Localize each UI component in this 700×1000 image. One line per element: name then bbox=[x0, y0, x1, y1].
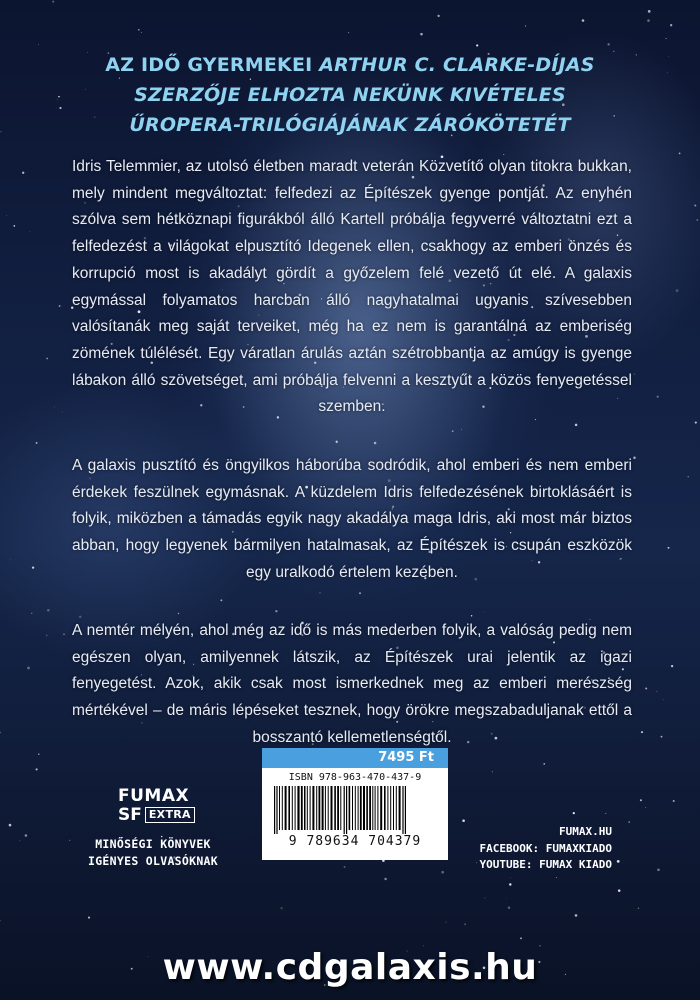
star bbox=[461, 429, 462, 430]
barcode-bar bbox=[316, 786, 317, 830]
star bbox=[575, 424, 578, 427]
star bbox=[638, 908, 639, 909]
star bbox=[36, 768, 38, 770]
barcode-bar bbox=[358, 786, 359, 830]
star bbox=[645, 807, 646, 808]
star bbox=[670, 24, 672, 26]
star bbox=[63, 633, 64, 634]
barcode-bar bbox=[340, 786, 341, 830]
star bbox=[38, 754, 39, 755]
barcode-bar bbox=[344, 786, 345, 834]
star bbox=[88, 917, 90, 919]
headline-award-text: ARTHUR C. CLARKE-DÍJAS bbox=[319, 54, 595, 76]
star bbox=[437, 15, 439, 17]
star bbox=[27, 667, 30, 670]
star bbox=[668, 547, 670, 549]
star bbox=[0, 732, 1, 733]
star bbox=[575, 914, 578, 917]
star bbox=[36, 442, 38, 444]
star bbox=[344, 866, 346, 868]
blurb-paragraph-3: A nemtér mélyén, ahol még az idő is más mederben folyik, a valóság pedig nem egészen olyan, amilyennek látszik, az Építészek urai jelentik az igazi fenyegetést. Azok, akik csak most ismerkednek meg az emberi merészség mértékével – de máris lépéseket tesznek, hogy örökre megszabaduljanak ettől a bosszantó kellemetlenségtől. bbox=[72, 622, 632, 746]
barcode-bar bbox=[402, 786, 403, 834]
star bbox=[138, 29, 140, 31]
barcode-bar bbox=[276, 786, 277, 834]
barcode-bar bbox=[352, 786, 353, 830]
star bbox=[618, 889, 621, 892]
star bbox=[0, 920, 1, 921]
publisher-logo bbox=[118, 786, 191, 825]
star bbox=[656, 691, 657, 692]
star bbox=[384, 878, 386, 880]
star bbox=[336, 441, 338, 443]
star bbox=[19, 840, 20, 841]
star bbox=[69, 840, 70, 841]
barcode-bar bbox=[360, 786, 362, 830]
barcode-panel bbox=[262, 768, 448, 860]
star bbox=[679, 153, 681, 155]
barcode-bar bbox=[372, 786, 373, 830]
barcode-bar bbox=[380, 786, 382, 830]
star bbox=[492, 771, 493, 772]
star bbox=[657, 868, 660, 871]
barcode-bar bbox=[349, 786, 351, 830]
barcode-bar bbox=[304, 786, 306, 830]
star bbox=[673, 800, 675, 802]
star bbox=[676, 289, 679, 292]
star bbox=[441, 871, 444, 874]
star bbox=[348, 32, 349, 33]
barcode-bar bbox=[396, 786, 397, 830]
star bbox=[25, 834, 28, 837]
star bbox=[46, 635, 48, 637]
barcode-bar bbox=[285, 786, 287, 830]
barcode-bar bbox=[322, 786, 324, 830]
star bbox=[462, 819, 465, 822]
blurb-paragraph-1: Idris Telemmier, az utolsó életben maradt veterán Közvetítő olyan titokra bukkan, mely mindent megváltoztat: felfedezi az Építészek gyenge pontját. Az enyhén szólva sem hétköznapi figurákból álló Kartell próbálja fegyverré változtatni ezt a felfedezést a világokat elpusztító Idegenek ellen, csakhogy az emberi önzés és korrupció most is akadályt gördít a győzelem felé vezető út elé. A galaxis egymással folyamatos harcban álló nagyhatalmai ugyanis szívesebben valósítanák meg saját terveiket, még ha ez nem is garantálná az emberiség zömének túlélését. Egy váratlan árulás aztán szétrobbantja az amúgy is gyenge lábakon álló szövetséget, ami próbálja felvenni a kesztyűt a közös fenyegetéssel szemben. bbox=[72, 158, 632, 416]
star bbox=[280, 907, 282, 909]
star bbox=[374, 442, 377, 445]
logo-extra-badge: EXTRA bbox=[145, 807, 195, 823]
star bbox=[178, 613, 179, 614]
star bbox=[667, 72, 668, 73]
star bbox=[634, 373, 635, 374]
barcode-bar bbox=[307, 786, 308, 830]
blurb-paragraph-2: A galaxis pusztító és öngyilkos háborúba sodródik, ahol emberi és nem emberi érdekek feszülnek egymásnak. A küzdelem Idris felfedezésének birtoklásáért is folyik, miközben a támadás egyik nagy akadálya maga Idris, aki most már biztos abban, hogy legyenek bármilyen hatalmasak, az Építészek is csupán eszközök egy uralkodó értelem kezében. bbox=[72, 457, 632, 581]
barcode-bar bbox=[337, 786, 339, 830]
barcode-bar bbox=[363, 786, 365, 830]
star bbox=[509, 883, 511, 885]
barcode-bar bbox=[288, 786, 290, 830]
star bbox=[484, 612, 485, 613]
star bbox=[663, 699, 664, 700]
star bbox=[22, 172, 24, 174]
star bbox=[573, 812, 575, 814]
star bbox=[648, 10, 651, 13]
star bbox=[420, 33, 423, 36]
tagline-line-1: MINŐSÉGI KÖNYVEK bbox=[95, 837, 211, 851]
barcode-bar bbox=[346, 786, 347, 834]
isbn-label: ISBN 978-963-470-437-9 bbox=[288, 772, 422, 783]
star bbox=[452, 430, 454, 432]
star bbox=[661, 736, 663, 738]
headline-series-title: AZ IDŐ GYERMEKEI bbox=[105, 54, 320, 76]
barcode-bar bbox=[390, 786, 391, 830]
barcode-bar bbox=[366, 786, 368, 830]
barcode-bar bbox=[297, 786, 299, 830]
barcode-bar bbox=[384, 786, 386, 830]
price-label: 7495 Ft bbox=[262, 748, 448, 768]
star bbox=[46, 358, 48, 360]
star bbox=[9, 824, 12, 827]
star bbox=[688, 476, 689, 477]
publisher-tagline bbox=[86, 836, 220, 870]
star bbox=[647, 19, 650, 22]
barcode-bar bbox=[334, 786, 336, 830]
star bbox=[582, 19, 585, 22]
star bbox=[59, 305, 61, 307]
barcode-bar bbox=[393, 786, 394, 830]
star bbox=[464, 923, 466, 925]
barcode-icon bbox=[272, 786, 438, 834]
barcode-bar bbox=[355, 786, 356, 830]
star bbox=[446, 922, 447, 923]
star bbox=[671, 665, 673, 667]
star bbox=[640, 799, 642, 801]
star bbox=[666, 38, 667, 39]
star bbox=[508, 907, 510, 909]
star bbox=[52, 1, 54, 3]
contact-facebook: FACEBOOK: FUMAXKIADO bbox=[479, 841, 612, 855]
barcode-bar bbox=[295, 786, 296, 830]
star bbox=[696, 219, 698, 221]
barcode-bar bbox=[369, 786, 371, 830]
star bbox=[38, 44, 39, 45]
star bbox=[6, 215, 7, 216]
star bbox=[47, 609, 50, 612]
star bbox=[485, 897, 486, 898]
star bbox=[556, 877, 557, 878]
headline-line-1 bbox=[40, 50, 660, 80]
star bbox=[641, 731, 643, 733]
star bbox=[525, 25, 526, 26]
barcode-bar bbox=[292, 786, 293, 830]
barcode-bar bbox=[325, 786, 326, 830]
logo-fumax-text: FUMAX bbox=[118, 786, 190, 806]
headline-line-2: SZERZŐJE ELHOZTA NEKÜNK KIVÉTELES bbox=[134, 84, 566, 106]
star bbox=[617, 860, 620, 863]
barcode-bar bbox=[282, 786, 283, 830]
barcode-bar bbox=[279, 786, 280, 830]
star bbox=[359, 592, 361, 594]
barcode-bar bbox=[405, 786, 406, 834]
star bbox=[668, 56, 669, 57]
star bbox=[141, 32, 142, 33]
star bbox=[471, 615, 473, 617]
barcode-bar bbox=[399, 786, 401, 830]
barcode-bar bbox=[377, 786, 378, 830]
star bbox=[510, 878, 511, 879]
star bbox=[543, 763, 545, 765]
contact-youtube: YOUTUBE: FUMAX KIADO bbox=[479, 858, 612, 871]
barcode-bar bbox=[310, 786, 311, 830]
star bbox=[607, 43, 609, 45]
star bbox=[476, 44, 478, 46]
star bbox=[31, 613, 32, 614]
star bbox=[32, 566, 34, 568]
star bbox=[695, 422, 697, 424]
barcode-bar bbox=[331, 786, 333, 830]
contact-website: FUMAX.HU bbox=[559, 825, 612, 838]
tagline-line-2: IGÉNYES OLVASÓKNAK bbox=[87, 854, 219, 868]
star bbox=[694, 204, 696, 206]
star bbox=[13, 225, 15, 227]
star bbox=[62, 412, 63, 413]
star bbox=[275, 610, 277, 612]
barcode-bar bbox=[387, 786, 388, 830]
barcode-bar bbox=[301, 786, 303, 830]
publisher-contacts bbox=[452, 824, 612, 874]
star bbox=[657, 396, 659, 398]
logo-sf-text: SF bbox=[118, 805, 142, 825]
star bbox=[629, 821, 630, 822]
star bbox=[10, 560, 11, 561]
star bbox=[633, 457, 636, 460]
star bbox=[520, 937, 522, 939]
star bbox=[506, 898, 507, 899]
site-watermark: www.cdgalaxis.hu bbox=[162, 947, 538, 988]
barcode-bar bbox=[274, 786, 275, 834]
barcode-bar bbox=[375, 786, 376, 830]
star bbox=[605, 813, 606, 814]
barcode-bar bbox=[312, 786, 314, 830]
barcode-bar bbox=[319, 786, 321, 830]
star bbox=[0, 131, 1, 132]
headline bbox=[40, 50, 660, 140]
headline-line-3: ŰROPERA-TRILÓGIÁJÁNAK ZÁRÓKÖTETÉT bbox=[129, 114, 571, 136]
star bbox=[29, 231, 30, 232]
star bbox=[220, 599, 222, 601]
star bbox=[320, 592, 321, 593]
star bbox=[645, 687, 647, 689]
star bbox=[54, 406, 55, 407]
barcode-bar bbox=[328, 786, 329, 830]
barcode-digits: 9 789634 704379 bbox=[288, 834, 422, 849]
